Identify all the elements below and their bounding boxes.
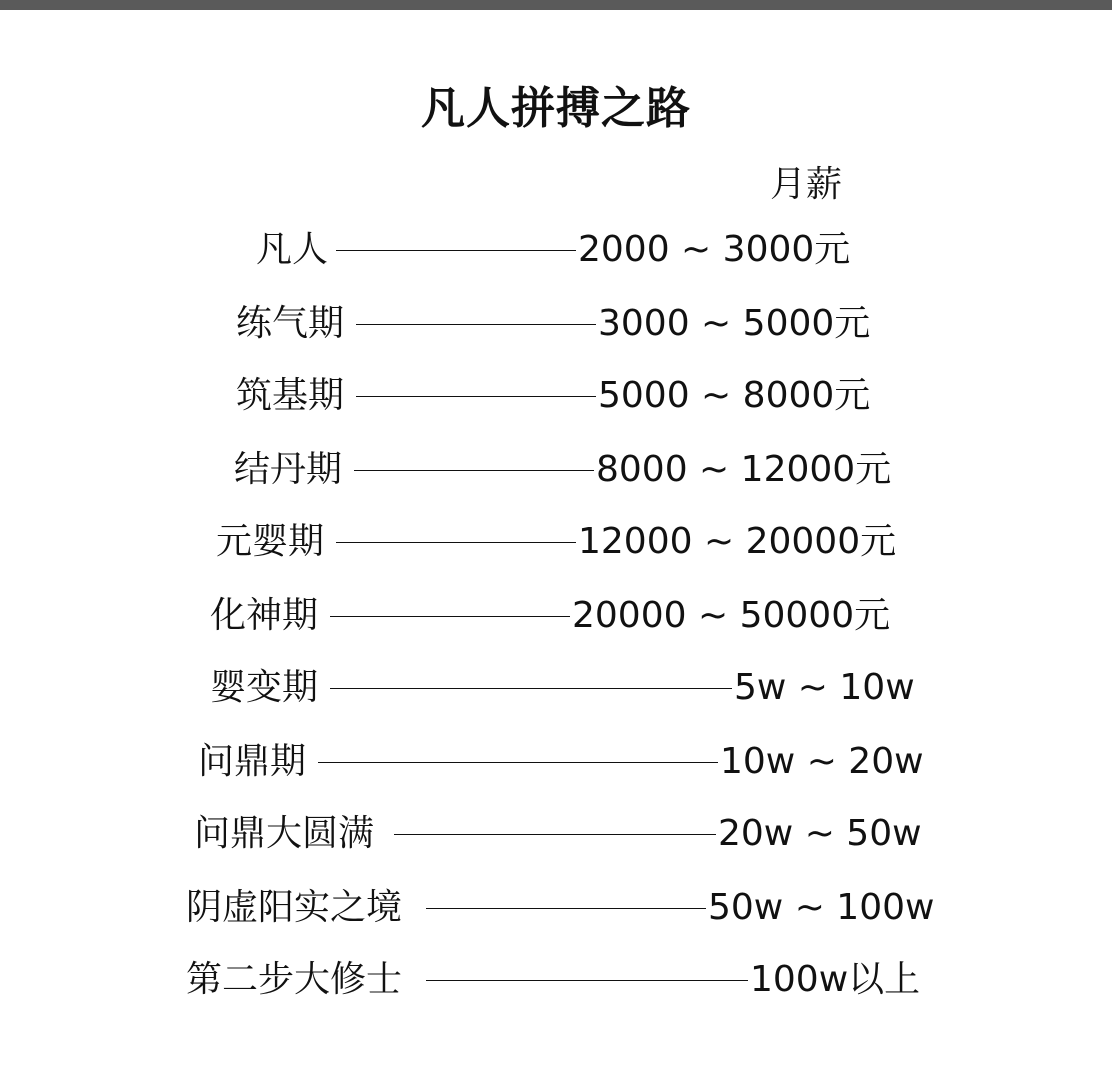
list-item xyxy=(0,956,1112,1004)
salary-value: 100w以上 xyxy=(750,959,921,1000)
stage-label: 筑基期 xyxy=(236,375,345,416)
list-item xyxy=(0,738,1112,786)
stage-label: 凡人 xyxy=(256,229,329,270)
stage-label: 练气期 xyxy=(236,303,345,344)
salary-value: 5w ~ 10w xyxy=(734,667,915,708)
connector-line xyxy=(394,834,716,835)
list-item xyxy=(0,884,1112,932)
stage-label: 第二步大修士 xyxy=(186,959,403,1000)
salary-value: 12000 ~ 20000元 xyxy=(578,521,897,562)
salary-value: 2000 ~ 3000元 xyxy=(578,229,851,270)
connector-line xyxy=(336,542,576,543)
top-bar xyxy=(0,0,1112,10)
stage-label: 结丹期 xyxy=(234,449,343,490)
list-item xyxy=(0,372,1112,420)
salary-value: 20000 ~ 50000元 xyxy=(572,595,891,636)
salary-value: 20w ~ 50w xyxy=(718,813,922,854)
connector-line xyxy=(330,616,570,617)
list-item xyxy=(0,592,1112,640)
list-item xyxy=(0,810,1112,858)
salary-value: 3000 ~ 5000元 xyxy=(598,303,871,344)
salary-value: 5000 ~ 8000元 xyxy=(598,375,871,416)
salary-column-header: 月薪 xyxy=(770,164,843,205)
stage-label: 阴虚阳实之境 xyxy=(186,887,403,928)
stage-label: 问鼎大圆满 xyxy=(194,813,375,854)
stage-label: 化神期 xyxy=(210,595,319,636)
connector-line xyxy=(336,250,576,251)
connector-line xyxy=(426,908,706,909)
salary-value: 8000 ~ 12000元 xyxy=(596,449,892,490)
list-item xyxy=(0,518,1112,566)
list-item xyxy=(0,664,1112,712)
list-item xyxy=(0,226,1112,274)
connector-line xyxy=(318,762,718,763)
stage-label: 婴变期 xyxy=(210,667,319,708)
salary-value: 50w ~ 100w xyxy=(708,887,935,928)
stage-label: 元婴期 xyxy=(216,521,325,562)
list-item xyxy=(0,446,1112,494)
page-title: 凡人拼搏之路 xyxy=(421,83,691,134)
connector-line xyxy=(426,980,748,981)
connector-line xyxy=(330,688,732,689)
connector-line xyxy=(354,470,594,471)
salary-value: 10w ~ 20w xyxy=(720,741,924,782)
connector-line xyxy=(356,324,596,325)
stage-label: 问鼎期 xyxy=(198,741,307,782)
connector-line xyxy=(356,396,596,397)
list-item xyxy=(0,300,1112,348)
